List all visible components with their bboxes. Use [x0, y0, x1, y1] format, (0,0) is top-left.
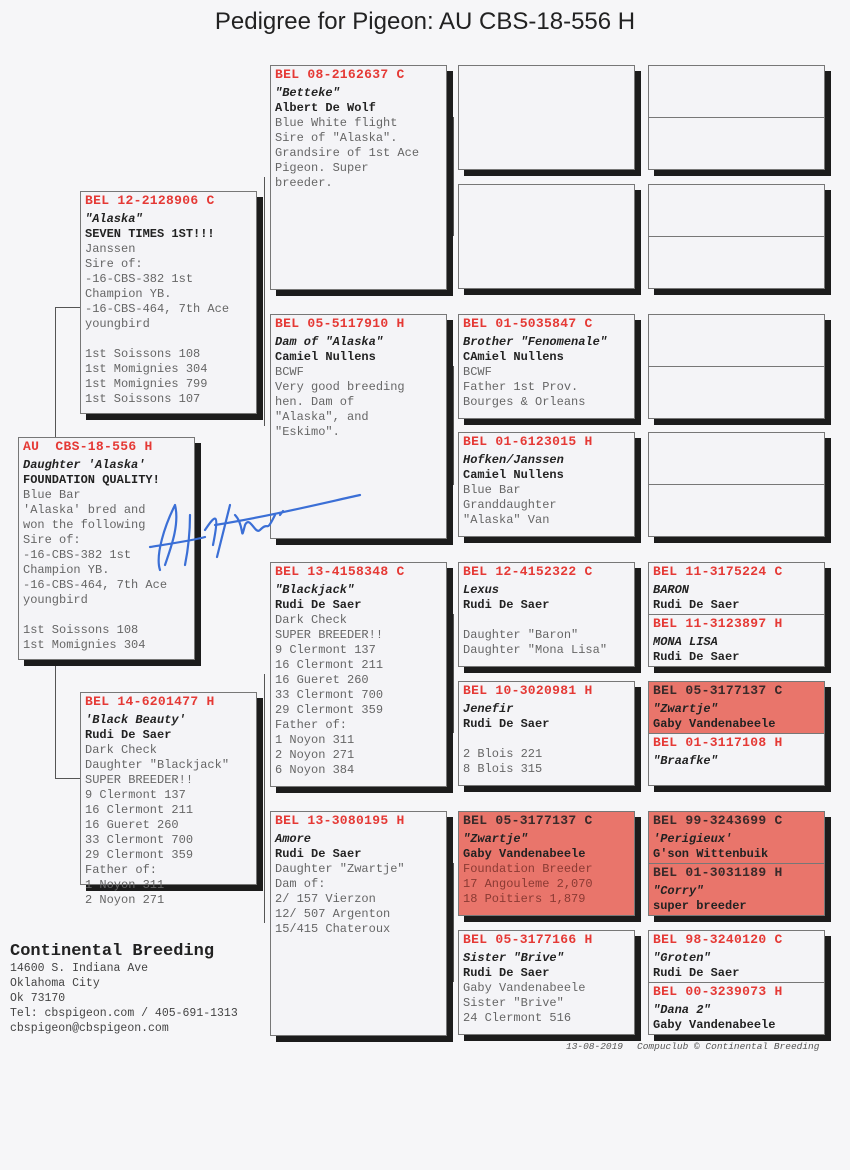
detail-line: Dark Check	[275, 613, 348, 627]
breeder-name: super breeder	[653, 898, 747, 913]
ring-number: BEL 13-3080195 H	[275, 813, 405, 828]
ring-number: BEL 00-3239073 H	[653, 983, 783, 999]
pigeon-name: Dam of "Alaska"	[275, 335, 384, 349]
breeder-name: Camiel Nullens	[463, 468, 564, 482]
ancestor-entry	[649, 931, 824, 983]
detail-line: 2 Noyon 271	[275, 748, 355, 762]
ring-number: BEL 12-2128906 C	[85, 193, 215, 208]
pigeon-name: Daughter 'Alaska'	[23, 458, 146, 472]
breeder-name: Rudi De Saer	[463, 717, 550, 731]
ring-number: BEL 01-3117108 H	[653, 734, 783, 750]
detail-line: 1st Momignies 304	[23, 638, 146, 652]
detail-line: "Eskimo".	[275, 425, 340, 439]
breeder-name: Rudi De Saer	[85, 728, 172, 742]
great-great-grandparents-card	[648, 681, 825, 786]
detail-line: Dark Check	[85, 743, 158, 757]
connector-line	[453, 366, 454, 485]
breeder-name: Gaby Vandenabeele	[463, 847, 586, 861]
address-line: Ok 73170	[10, 992, 66, 1005]
ring-number: BEL 99-3243699 C	[653, 813, 783, 828]
pigeon-name: "Alaska"	[85, 212, 143, 226]
detail-line: 9 Clermont 137	[275, 643, 376, 657]
ancestor-entry	[649, 864, 824, 916]
detail-line: 18 Poitiers 1,879	[463, 892, 586, 906]
detail-line: Sire of "Alaska".	[275, 131, 398, 145]
connector-line	[55, 307, 80, 308]
detail-line: Pigeon. Super	[275, 161, 369, 175]
ring-number: BEL 12-4152322 C	[463, 564, 593, 579]
ring-number: BEL 08-2162637 C	[275, 67, 405, 82]
ancestor-entry	[649, 615, 824, 667]
ring-number: BEL 05-3177166 H	[463, 932, 593, 947]
detail-line: 1 Noyon 311	[85, 878, 165, 892]
detail-line: 2 Noyon 271	[85, 893, 165, 907]
detail-line: 15/415 Chateroux	[275, 922, 391, 936]
detail-line	[23, 608, 190, 623]
footer	[566, 1041, 833, 1052]
breeder-name: SEVEN TIMES 1ST!!!	[85, 227, 215, 241]
ancestor-entry	[649, 682, 824, 734]
detail-line: 'Alaska' bred and	[23, 503, 146, 517]
detail-line: Sire of:	[23, 533, 81, 547]
detail-line: "Alaska", and	[275, 410, 369, 424]
email-line: cbspigeon@cbspigeon.com	[10, 1022, 169, 1035]
detail-line: Blue Bar	[23, 488, 81, 502]
detail-line: 17 Angouleme 2,070	[463, 877, 593, 891]
grandparent-card	[270, 562, 447, 787]
ancestor-entry	[649, 734, 824, 786]
detail-line: BCWF	[275, 365, 304, 379]
breeder-name: Rudi De Saer	[275, 847, 362, 861]
print-date: 13-08-2019	[566, 1041, 624, 1052]
grandparent-card	[270, 811, 447, 1036]
ring-number: BEL 01-3031189 H	[653, 864, 783, 880]
detail-line: Daughter "Blackjack"	[85, 758, 230, 772]
great-grandparent-card	[458, 681, 635, 786]
detail-line: 33 Clermont 700	[275, 688, 384, 702]
detail-line: Blue White flight	[275, 116, 398, 130]
detail-line: 8 Blois 315	[463, 762, 543, 776]
ring-number: BEL 14-6201477 H	[85, 694, 215, 709]
great-grandparent-card	[458, 314, 635, 419]
breeder-name: FOUNDATION QUALITY!	[23, 473, 160, 487]
detail-line: Sister "Brive"	[463, 996, 564, 1010]
pigeon-name: Hofken/Janssen	[463, 453, 564, 467]
ring-number: BEL 05-3177137 C	[653, 683, 783, 698]
ancestor-entry	[649, 563, 824, 615]
ring-number: BEL 11-3175224 C	[653, 564, 783, 579]
ancestor-entry	[649, 983, 824, 1035]
pigeon-name: Lexus	[463, 583, 500, 597]
connector-line	[453, 117, 454, 236]
breeder-name: Rudi De Saer	[653, 649, 740, 664]
phone-line: Tel: cbspigeon.com / 405-691-1313	[10, 1007, 238, 1020]
detail-line: Janssen	[85, 242, 136, 256]
breeder-name: Rudi De Saer	[463, 966, 550, 980]
detail-line: SUPER BREEDER!!	[275, 628, 384, 642]
pigeon-name: Sister "Brive"	[463, 951, 564, 965]
breeder-name: Camiel Nullens	[275, 350, 376, 364]
company-name: Continental Breeding	[10, 942, 215, 961]
great-grandparent-card	[458, 811, 635, 916]
pigeon-name: "Groten"	[653, 951, 711, 965]
pigeon-name: BARON	[653, 583, 690, 597]
ancestor-entry	[649, 66, 824, 118]
grandparent-card	[270, 65, 447, 290]
breeder-name: Rudi De Saer	[653, 598, 740, 612]
ring-number: BEL 10-3020981 H	[463, 683, 593, 698]
detail-line	[463, 732, 630, 747]
detail-line: won the following	[23, 518, 146, 532]
ancestor-entry	[649, 118, 824, 170]
address-line: 14600 S. Indiana Ave	[10, 962, 149, 975]
detail-line: -16-CBS-382 1st	[85, 272, 194, 286]
ancestor-entry	[649, 812, 824, 864]
detail-line: Daughter "Zwartje"	[275, 862, 405, 876]
detail-line: 16 Gueret 260	[275, 673, 369, 687]
breeder-name: Gaby Vandenabeele	[653, 717, 776, 731]
pigeon-name: Jenefir	[463, 702, 514, 716]
detail-line: Champion YB.	[23, 563, 110, 577]
ring-number: BEL 98-3240120 C	[653, 932, 783, 947]
pigeon-name: "Betteke"	[275, 86, 340, 100]
signature	[145, 485, 365, 580]
detail-line: 33 Clermont 700	[85, 833, 194, 847]
great-great-grandparents-card	[648, 314, 825, 419]
pigeon-name: "Corry"	[653, 883, 704, 898]
address-line: Oklahoma City	[10, 977, 100, 990]
detail-line: youngbird	[85, 317, 150, 331]
ancestor-entry	[649, 485, 824, 537]
breeder-name: Rudi De Saer	[275, 598, 362, 612]
ancestor-entry	[649, 433, 824, 485]
credit: Compuclub © Continental Breeding	[637, 1041, 820, 1052]
ring-number: BEL 05-5117910 H	[275, 316, 405, 331]
breeder-name: Rudi De Saer	[463, 598, 550, 612]
detail-line: 1st Soissons 108	[85, 347, 201, 361]
great-great-grandparents-card	[648, 811, 825, 916]
pigeon-name: "Zwartje"	[653, 702, 718, 716]
detail-line: Bourges & Orleans	[463, 395, 586, 409]
connector-line	[453, 614, 454, 733]
great-grandparent-card	[458, 184, 635, 289]
detail-line: 16 Clermont 211	[275, 658, 384, 672]
breeder-name: Gaby Vandenabeele	[653, 1017, 776, 1032]
detail-line: "Alaska" Van	[463, 513, 550, 527]
detail-line: -16-CBS-464, 7th Ace	[85, 302, 230, 316]
ring-number: BEL 13-4158348 C	[275, 564, 405, 579]
breeder-contact	[10, 942, 238, 1036]
connector-line	[264, 177, 265, 426]
ring-number: BEL 11-3123897 H	[653, 615, 783, 631]
pigeon-name: "Zwartje"	[463, 832, 528, 846]
detail-line: Granddaughter	[463, 498, 557, 512]
ring-number: BEL 05-3177137 C	[463, 813, 593, 828]
great-grandparent-card	[458, 930, 635, 1035]
great-great-grandparents-card	[648, 432, 825, 537]
detail-line: hen. Dam of	[275, 395, 355, 409]
ring-number: BEL 01-5035847 C	[463, 316, 593, 331]
connector-line	[264, 674, 265, 923]
detail-line: 6 Noyon 384	[275, 763, 355, 777]
ancestor-entry	[649, 367, 824, 419]
connector-line	[55, 778, 80, 779]
detail-line: 1st Soissons 108	[23, 623, 139, 637]
detail-line: -16-CBS-464, 7th Ace	[23, 578, 168, 592]
detail-line: Daughter "Mona Lisa"	[463, 643, 608, 657]
detail-line	[85, 332, 252, 347]
connector-line	[55, 666, 56, 778]
pigeon-name: Brother "Fenomenale"	[463, 335, 608, 349]
pigeon-name: 'Black Beauty'	[85, 713, 186, 727]
detail-line: 1 Noyon 311	[275, 733, 355, 747]
ring-number: BEL 01-6123015 H	[463, 434, 593, 449]
great-grandparent-card	[458, 432, 635, 537]
detail-line: Champion YB.	[85, 287, 172, 301]
detail-line: 29 Clermont 359	[275, 703, 384, 717]
detail-line: 9 Clermont 137	[85, 788, 186, 802]
detail-line: Very good breeding	[275, 380, 405, 394]
great-grandparent-card	[458, 65, 635, 170]
great-great-grandparents-card	[648, 184, 825, 289]
breeder-name: Albert De Wolf	[275, 101, 376, 115]
detail-line: 16 Clermont 211	[85, 803, 194, 817]
connector-line	[453, 863, 454, 982]
detail-line: -16-CBS-382 1st	[23, 548, 132, 562]
detail-line: youngbird	[23, 593, 88, 607]
pigeon-name: Amore	[275, 832, 312, 846]
detail-line: 1st Momignies 799	[85, 377, 208, 391]
detail-line: Father of:	[275, 718, 348, 732]
detail-line: Dam of:	[275, 877, 326, 891]
breeder-name: Rudi De Saer	[653, 966, 740, 980]
ring-number: AU CBS-18-556 H	[23, 439, 153, 454]
ancestor-entry	[649, 315, 824, 367]
detail-line: BCWF	[463, 365, 492, 379]
detail-line: 1st Soissons 107	[85, 392, 201, 406]
pigeon-name: "Dana 2"	[653, 1002, 711, 1017]
detail-line: Grandsire of 1st Ace	[275, 146, 420, 160]
connector-line	[55, 307, 56, 437]
detail-line: 29 Clermont 359	[85, 848, 194, 862]
detail-line: 2 Blois 221	[463, 747, 543, 761]
pigeon-name: MONA LISA	[653, 634, 718, 649]
detail-line: 2/ 157 Vierzon	[275, 892, 376, 906]
detail-line: Sire of:	[85, 257, 143, 271]
pigeon-name: 'Perigieux'	[653, 832, 733, 846]
great-great-grandparents-card	[648, 65, 825, 170]
great-great-grandparents-card	[648, 562, 825, 667]
dam-card	[80, 692, 257, 907]
detail-line: Foundation Breeder	[463, 862, 593, 876]
detail-line: Father 1st Prov.	[463, 380, 579, 394]
detail-line: breeder.	[275, 176, 333, 190]
page-title: Pedigree for Pigeon: AU CBS-18-556 H	[214, 8, 636, 35]
detail-line: Daughter "Baron"	[463, 628, 579, 642]
sire-card	[80, 191, 257, 414]
detail-line: 12/ 507 Argenton	[275, 907, 391, 921]
ancestor-entry	[649, 237, 824, 289]
detail-line: Gaby Vandenabeele	[463, 981, 586, 995]
great-great-grandparents-card	[648, 930, 825, 1035]
detail-line: Blue Bar	[463, 483, 521, 497]
detail-line: 24 Clermont 516	[463, 1011, 572, 1025]
great-grandparent-card	[458, 562, 635, 667]
detail-line: Father of:	[85, 863, 158, 877]
ancestor-entry	[649, 185, 824, 237]
pigeon-name: "Braafke"	[653, 753, 718, 768]
detail-line	[463, 613, 630, 628]
breeder-name: CAmiel Nullens	[463, 350, 564, 364]
detail-line: 16 Gueret 260	[85, 818, 179, 832]
detail-line: 1st Momignies 304	[85, 362, 208, 376]
detail-line: SUPER BREEDER!!	[85, 773, 194, 787]
breeder-name: G'son Wittenbuik	[653, 847, 769, 861]
pigeon-name: "Blackjack"	[275, 583, 355, 597]
